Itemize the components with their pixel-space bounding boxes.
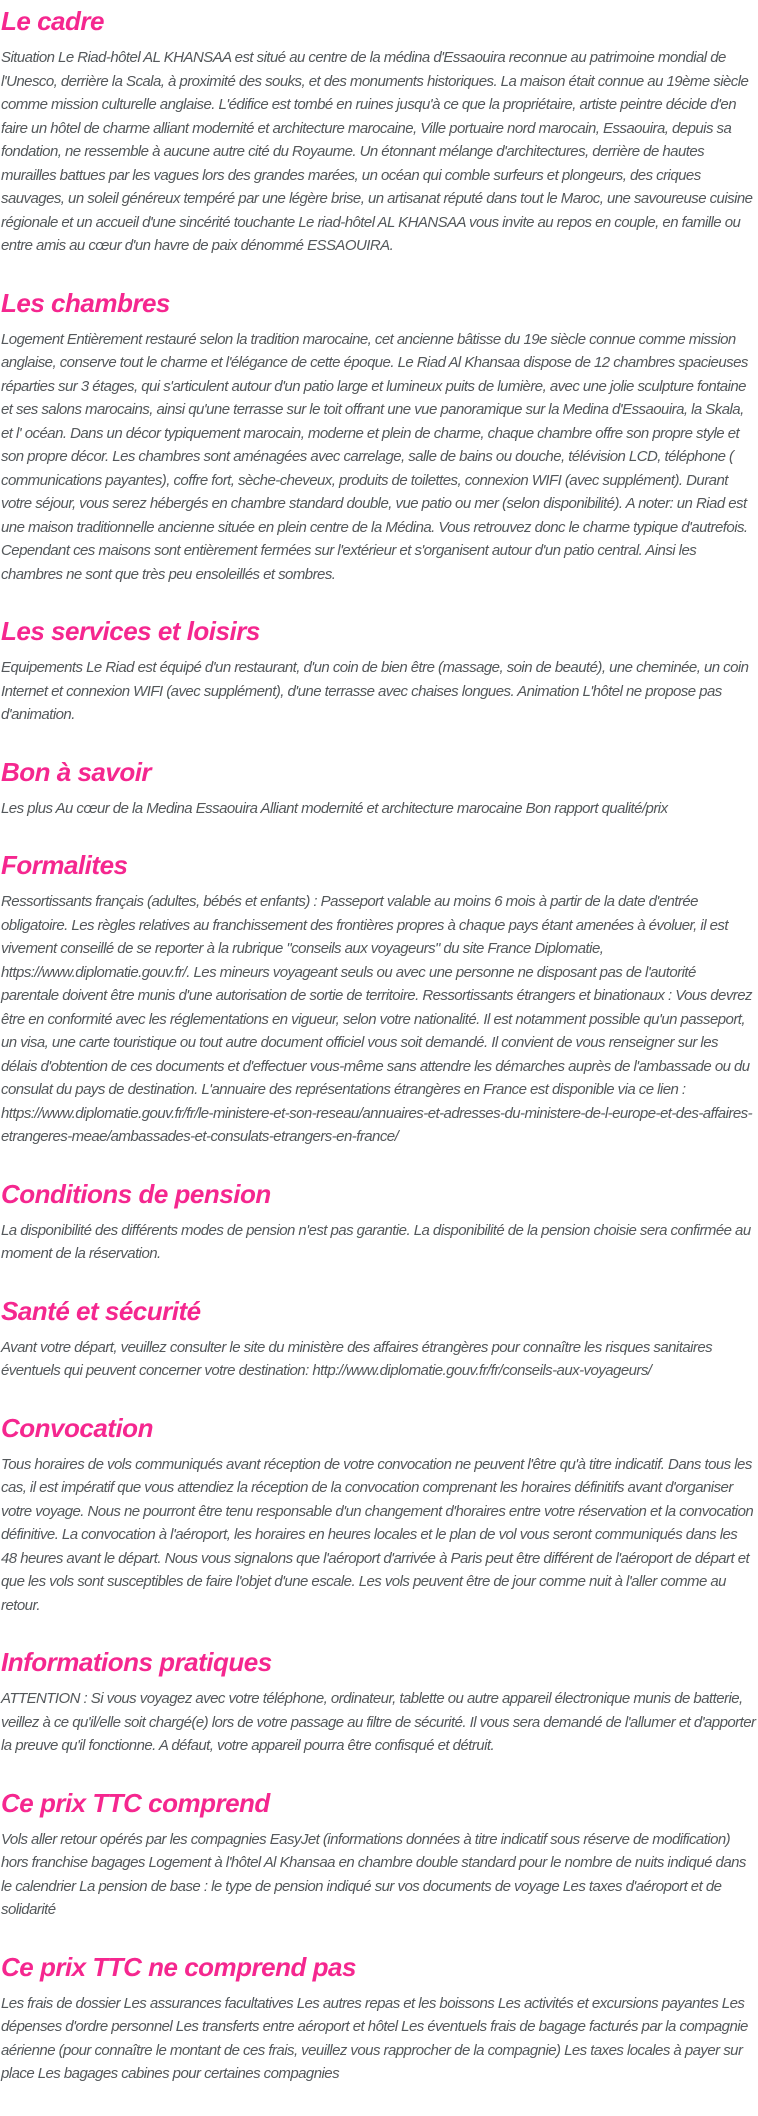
- section-body-ce-prix-ttc-ne-comprend-pas: Les frais de dossier Les assurances facultatives Les autres repas et les boissons Les activités et excursions payantes Les dépenses d'ordre personnel Les transferts entre aéroport et hôtel Les éventuels frais de bagage facturés par la compagnie aérienne (pour connaître le montant de ces frais, veuillez vous rapprocher de la compagnie) Les taxes locales à payer sur place Les bagages cabines pour certaines compagnies: [1, 1994, 748, 2082]
- section-le-cadre: [1, 6, 756, 258]
- section-body-les-chambres: Logement Entièrement restauré selon la tradition marocaine, cet ancienne bâtisse du 19e siècle connue comme mission anglaise, conserve tout le charme et l'élégance de cette époque. Le Riad Al Khansaa dispose de 12 chambres spacieuses réparties sur 3 étages, qui s'articulent autour d'un patio large et lumineux puits de lumière, avec une jolie sculpture fontaine et ses salons marocains, ainsi qu'une terrasse sur le toit offrant une vue panoramique sur la Medina d'Essaouira, la Skala, et l' océan. Dans un décor typiquement marocain, moderne et plein de charme, chaque chambre offre son propre style et son propre décor. Les chambres sont aménagées avec carrelage, salle de bains ou douche, télévision LCD, téléphone ( communications payantes), coffre fort, sèche-cheveux, produits de toilettes, connexion WIFI (avec supplément). Durant votre séjour, vous serez hébergés en chambre standard double, vue patio ou mer (selon disponibilité). A noter: un Riad est une maison traditionnelle ancienne située en plein centre de la Médina. Vous retrouvez donc le charme typique d'autrefois. Cependant ces maisons sont entièrement fermées sur l'extérieur et s'organisent autour d'un patio central. Ainsi les chambres ne sont que très peu ensoleillés et sombres.: [1, 330, 748, 583]
- section-heading-les-services-et-loisirs: Les services et loisirs: [1, 616, 260, 646]
- section-body-informations-pratiques: ATTENTION : Si vous voyagez avec votre téléphone, ordinateur, tablette ou autre appareil électronique munis de batterie, veillez à ce qu'il/elle soit chargé(e) lors de votre passage au filtre de sécurité. Il vous sera demandé de l'allumer et d'apporter la preuve qu'il fonctionne. A défaut, votre appareil pourra être confisqué et détruit.: [1, 1690, 756, 1754]
- section-body-formalites: Ressortissants français (adultes, bébés et enfants) : Passeport valable au moins 6 mois à partir de la date d'entrée obligatoire. Les règles relatives au franchissement des frontières propres à chaque pays étant amenées à évoluer, il est vivement conseillé de se reporter à la rubrique "conseils aux voyageurs" du site France Diplomatie, https://www.diplomatie.gouv.fr/. Les mineurs voyageant seuls ou avec une personne ne disposant pas de l'autorité parentale doivent être munis d'une autorisation de sortie de territoire. Ressortissants étrangers et binationaux : Vous devrez être en conformité avec les réglementations en vigueur, selon votre nationalité. Il est notamment possible qu'un passeport, un visa, une carte touristique ou tout autre document officiel vous soit demandé. Il convient de vous renseigner sur les délais d'obtention de ces documents et d'effectuer vous-même sans attendre les démarches auprès de l'ambassade ou du consulat du pays de destination. L'annuaire des représentations étrangères en France est disponible via ce lien : https://www.diplomatie.gouv.fr/fr/le-ministere-et-son-reseau/annuaires-et-adresses-du-ministere-de-l-europe-et-des-affaires-etrangeres-meae/ambassades-et-consulats-etrangers-en-france/: [1, 893, 753, 1145]
- section-informations-pratiques: [1, 1647, 756, 1758]
- section-body-conditions-de-pension: La disponibilité des différents modes de pension n'est pas garantie. La disponibilité de la pension choisie sera confirmée au moment de la réservation.: [1, 1221, 751, 1262]
- hotel-info-document: [1, 6, 756, 2086]
- section-heading-convocation: Convocation: [1, 1412, 153, 1443]
- section-bon-a-savoir: [1, 757, 756, 821]
- section-body-convocation: Tous horaires de vols communiqués avant réception de votre convocation ne peuvent l'être qu'à titre indicatif. Dans tous les cas, il est impératif que vous attendiez la réception de la convocation comprenant les horaires définitifs avant d'organiser votre voyage. Nous ne pourront être tenu responsable d'un changement d'horaires entre votre réservation et la convocation définitive. La convocation à l'aéroport, les horaires en heures locales et le plan de vol vous seront communiqués dans les 48 heures avant le départ. Nous vous signalons que l'aéroport d'arrivée à Paris peut être différent de l'aéroport de départ et que les vols sont susceptibles de faire l'objet d'une escale. Les vols peuvent être de jour comme nuit à l'aller comme au retour.: [1, 1455, 754, 1614]
- section-les-chambres: [1, 288, 756, 587]
- section-heading-conditions-de-pension: Conditions de pension: [1, 1178, 271, 1209]
- section-body-le-cadre: Situation Le Riad-hôtel AL KHANSAA est situé au centre de la médina d'Essaouira reconnue au patrimoine mondial de l'Unesco, derrière la Scala, à proximité des souks, et des monuments historiques. La maison était connue au 19ème siècle comme mission culturelle anglaise. L'édifice est tombé en ruines jusqu'à ce que la propriétaire, artiste peintre décide d'en faire un hôtel de charme alliant modernité et architecture marocaine, Ville portuaire nord marocain, Essaouira, depuis sa fondation, ne ressemble à aucune autre cité du Royaume. Un étonnant mélange d'architectures, derrière de hautes murailles battues par les vagues lors des grandes marées, un océan qui comble surfeurs et plongeurs, des criques sauvages, un soleil généreux tempéré par une légère brise, un artisanat réputé dans tout le Maroc, une savoureuse cuisine régionale et un accueil d'une sincérité touchante Le riad-hôtel AL KHANSAA vous invite au repos en couple, en famille ou entre amis au cœur d'un havre de paix dénommé ESSAOUIRA.: [1, 49, 753, 254]
- section-heading-ce-prix-ttc-comprend: Ce prix TTC comprend: [1, 1787, 270, 1818]
- section-heading-le-cadre: Le cadre: [1, 6, 104, 36]
- section-heading-sante-et-securite: Santé et sécurité: [1, 1295, 201, 1326]
- section-body-bon-a-savoir: Les plus Au cœur de la Medina Essaouira Alliant modernité et architecture marocaine Bon rapport qualité/prix: [1, 799, 668, 817]
- section-les-services-et-loisirs: [1, 616, 756, 727]
- section-heading-informations-pratiques: Informations pratiques: [1, 1647, 272, 1677]
- section-heading-formalites: Formalites: [1, 850, 128, 880]
- section-conditions-de-pension: [1, 1179, 756, 1266]
- section-heading-bon-a-savoir: Bon à savoir: [1, 756, 152, 787]
- section-body-les-services-et-loisirs: Equipements Le Riad est équipé d'un restaurant, d'un coin de bien être (massage, soin de beauté), une cheminée, un coin Internet et connexion WIFI (avec supplément), d'une terrasse avec chaises longues. Animation L'hôtel ne propose pas d'animation.: [1, 659, 749, 723]
- section-body-ce-prix-ttc-comprend: Vols aller retour opérés par les compagnies EasyJet (informations données à titre indicatif sous réserve de modification) hors franchise bagages Logement à l'hôtel Al Khansaa en chambre double standard pour le nombre de nuits indiqué dans le calendrier La pension de base : le type de pension indiqué sur vos documents de voyage Les taxes d'aéroport et de solidarité: [1, 1830, 746, 1918]
- section-ce-prix-ttc-comprend: [1, 1788, 756, 1922]
- section-heading-les-chambres: Les chambres: [1, 287, 170, 318]
- section-heading-ce-prix-ttc-ne-comprend-pas: Ce prix TTC ne comprend pas: [1, 1951, 356, 1982]
- section-formalites: [1, 850, 756, 1149]
- section-ce-prix-ttc-ne-comprend-pas: [1, 1952, 756, 2086]
- section-body-sante-et-securite: Avant votre départ, veuillez consulter le site du ministère des affaires étrangères pour connaître les risques sanitaires éventuels qui peuvent concerner votre destination: http://www.diplomatie.gouv.fr/fr/conseils-aux-voyageurs/: [1, 1338, 713, 1379]
- section-convocation: [1, 1413, 756, 1618]
- section-sante-et-securite: [1, 1296, 756, 1383]
